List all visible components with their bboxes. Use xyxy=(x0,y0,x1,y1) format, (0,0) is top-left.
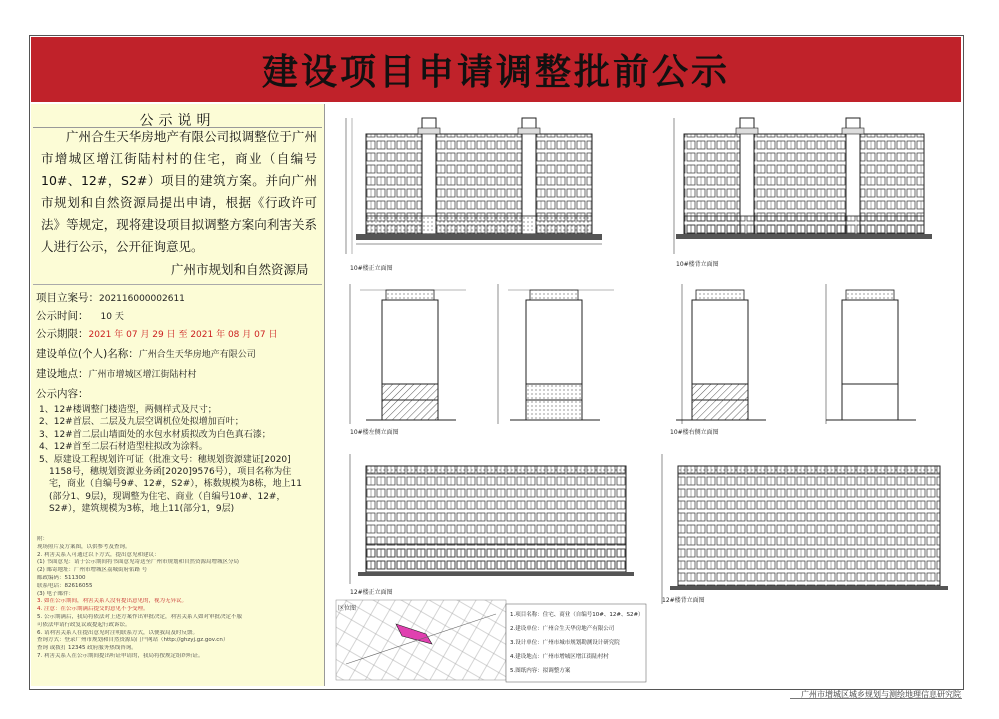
drawing-label: 10#楼正立面图 xyxy=(350,265,393,272)
location-row xyxy=(36,366,197,381)
project-number-row xyxy=(36,290,185,305)
content-item: S2#），建筑规模为3栋，地上11(部分1，9层) xyxy=(49,504,235,515)
content-item: 5、原建设工程规划许可证（批准文号：穗规划资源建证[2020] xyxy=(39,454,291,465)
notice-panel xyxy=(31,104,325,686)
title-block-row: 1.项目名称：住宅、商业（自编号10#、12#、S2#） xyxy=(510,612,644,618)
applicant-label: 建设单位(个人)名称： xyxy=(36,348,139,360)
note-line: 可依法申请行政复议或提起行政诉讼。 xyxy=(37,621,131,628)
note-line: 邮政编码：511300 xyxy=(37,574,86,581)
notes-block xyxy=(37,536,320,661)
content-label: 公示内容： xyxy=(36,388,89,400)
note-line: 7. 利害关系人在公示期间提出听证申请的，我局将按规定组织听证。 xyxy=(37,652,204,659)
title-block-row: 3.设计单位：广州市城市规划勘测设计研究院 xyxy=(510,640,620,646)
project-number-value: 202116000002611 xyxy=(99,294,185,304)
footer-organization: 广州市增城区城乡规划与测绘地理信息研究院 xyxy=(801,690,961,699)
notice-heading: 公示说明 xyxy=(139,113,216,129)
agency-signature: 广州市规划和自然资源局 xyxy=(171,262,309,277)
elevation-drawing-3 xyxy=(350,284,466,424)
applicant-value: 广州合生天华房地产有限公司 xyxy=(138,350,256,360)
elevation-drawing-1 xyxy=(346,118,602,254)
footer-divider xyxy=(790,698,962,699)
note-line: (3) 电子邮件： xyxy=(37,590,75,597)
title-block-row: 4.建设地点：广州市增城区增江街陆村村 xyxy=(510,654,609,660)
period-row xyxy=(36,326,277,341)
location-value: 广州市增城区增江街陆村村 xyxy=(88,370,197,380)
drawings-panel xyxy=(326,104,961,686)
title-block-row: 2.建设单位：广州合生天华房地产有限公司 xyxy=(510,626,615,632)
elevation-drawing-5 xyxy=(350,454,634,584)
elevation-drawing-2 xyxy=(674,118,932,254)
note-line: 查询方式：登录广州市规划和自然资源局门户网站（http://ghzyj.gz.gov.cn） xyxy=(37,637,229,644)
note-line: 4. 注意：在公示期满后提交的意见不予受理。 xyxy=(37,606,149,613)
drawing-label: 10#楼右侧立面图 xyxy=(670,429,719,436)
content-item: 1、12#楼调整门楼造型，两侧样式及尺寸； xyxy=(39,405,217,415)
note-line: (1) 书面意见：请于公示期间将书面意见寄送至广州市规划和自然资源局增城区分局 xyxy=(37,559,240,566)
elevation-drawing-3b xyxy=(676,284,766,424)
elevation-drawing-4b xyxy=(826,284,916,424)
content-item: 3、12#首二层山墙面处的水包水材质拟改为白色真石漆； xyxy=(39,429,271,440)
drawing-label: 12#楼背立面图 xyxy=(662,597,705,604)
duration-label: 公示时间： xyxy=(36,310,89,322)
note-line: 5. 公示期满后，我局将依法对上述方案作出审批决定，利害关系人如对审批决定不服 xyxy=(37,613,242,620)
section-divider xyxy=(33,284,322,285)
note-line: 查询 或拨打 12345 政府服务热线咨询。 xyxy=(37,645,137,652)
location-label: 建设地点： xyxy=(36,368,89,380)
title-banner xyxy=(31,37,961,102)
notice-body: 广州合生天华房地产有限公司拟调整位于广州市增城区增江街陆村村的住宅，商业（自编号10#、12#，S2#）项目的建筑方案。并向广州市规划和自然资源局提出申请，根据《行政许可法》等规定，现将建设项目拟调整方案向利害关系人进行公示，公开征询意见。 xyxy=(41,129,317,254)
site-plan xyxy=(336,600,506,680)
drawing-label: 10#楼背立面图 xyxy=(676,261,719,268)
note-line: 6. 请利害关系人在提出意见时注明联系方式，以便我局及时反馈。 xyxy=(37,629,198,636)
content-label-row xyxy=(36,386,89,401)
period-label: 公示期限： xyxy=(36,328,89,340)
elevation-drawing-4 xyxy=(498,284,614,424)
content-item: 宅，商业（自编号9#、12#，S2#），栋数规模为8栋，地上11 xyxy=(49,479,302,490)
page-title: 建设项目申请调整批前公示 xyxy=(261,52,730,93)
duration-value: 10 天 xyxy=(100,312,124,322)
content-item: 1158号，穗规划资源业务函[2020]9576号），项目名称为住 xyxy=(49,467,292,478)
drawing-label: 12#楼正立面图 xyxy=(350,589,393,596)
content-item: 2、12#首层、二层及九层空调机位处拟增加百叶； xyxy=(39,417,244,428)
drawing-label: 10#楼左侧立面图 xyxy=(350,429,399,436)
period-value: 2021 年 07 月 29 日 至 2021 年 08 月 07 日 xyxy=(88,330,278,340)
duration-row xyxy=(36,308,124,323)
elevation-drawing-6 xyxy=(662,454,948,604)
project-number-label: 项目立案号： xyxy=(36,292,99,304)
note-line: 3. 如在公示期间，利害关系人没有提出意见的，视为无异议。 xyxy=(37,598,187,605)
drawings-svg xyxy=(326,104,961,686)
content-list xyxy=(39,404,319,516)
note-line: 现场照片及方案图，以供参考及查询。 xyxy=(37,543,131,550)
title-block-row: 5.图纸内容：拟调整方案 xyxy=(510,668,571,674)
note-line: 2. 利害关系人可通过以下方式，提出意见和建议： xyxy=(37,551,160,558)
site-plan-title: 区位图 xyxy=(338,605,357,612)
content-item: (部分1、9层)，现调整为住宅、商业（自编号10#、12#， xyxy=(49,491,286,502)
note-line: (2) 邮寄地址：广州市增城区荔城街府佑路 号 xyxy=(37,567,148,574)
note-line: 附： xyxy=(37,536,49,542)
note-line: 联系电话：82616055 xyxy=(37,582,93,589)
applicant-row xyxy=(36,346,256,361)
content-item: 4、12#首至二层石材造型柱拟改为涂料。 xyxy=(39,442,208,453)
